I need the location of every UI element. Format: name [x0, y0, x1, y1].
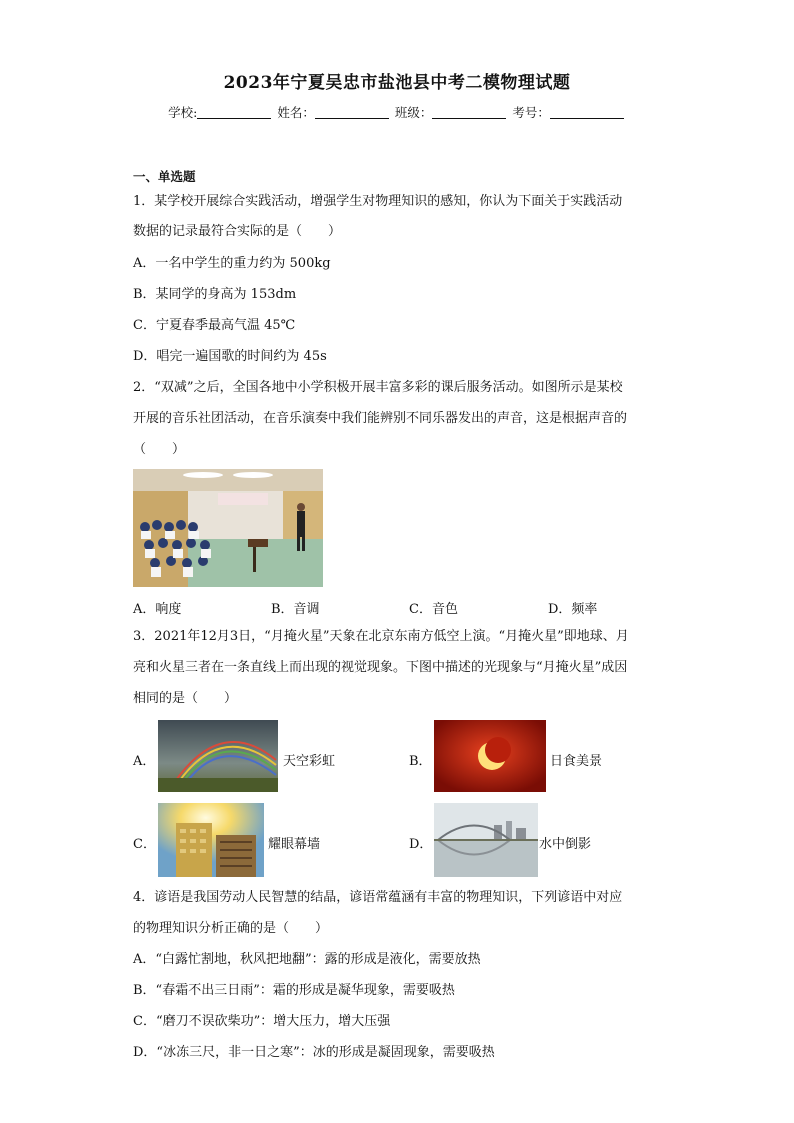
- music-club-photo: [133, 469, 323, 587]
- q4-option-c: C．“磨刀不误砍柴功”：增大压力，增大压强: [133, 1014, 391, 1029]
- q2-option-d: D．频率: [548, 602, 598, 617]
- q2-option-b: B．音调: [271, 602, 320, 617]
- q3-option-c-label: C．: [133, 837, 156, 852]
- q1-stem-line2: 数据的记录最符合实际的是（ ）: [133, 224, 342, 239]
- q2-option-a: A．响度: [133, 602, 182, 617]
- q2-stem-line1: 2．“双减”之后，全国各地中小学积极开展丰富多彩的课后服务活动。如图所示是某校: [133, 380, 623, 395]
- solar-eclipse-photo: [434, 720, 546, 792]
- rainbow-photo: [158, 720, 278, 792]
- q3-option-d-label: D．: [409, 837, 433, 852]
- q4-option-a: A．“白露忙割地，秋风把地翻”：露的形成是液化，需要放热: [133, 952, 481, 967]
- class-label: 班级：: [394, 105, 433, 120]
- q4-option-d: D．“冰冻三尺，非一日之寒”：冰的形成是凝固现象，需要吸热: [133, 1045, 495, 1060]
- q3-stem-line1: 3．2021年12月3日，“月掩火星”天象在北京东南方低空上演。“月掩火星”即地球、月: [133, 629, 629, 644]
- name-label: 姓名：: [277, 105, 315, 120]
- q4-option-b: B．“春霜不出三日雨”：霜的形成是凝华现象，需要吸热: [133, 983, 455, 998]
- school-label: 学校:: [168, 105, 198, 120]
- q2-stem-line2: 开展的音乐社团活动，在音乐演奏中我们能辨别不同乐器发出的声音，这是根据声音的: [133, 411, 628, 426]
- q3-option-b-label: B．: [409, 754, 432, 769]
- glass-curtain-wall-photo: [158, 803, 264, 877]
- section-heading: 一、单选题: [133, 169, 196, 184]
- student-info-row: [0, 103, 794, 121]
- q3-option-b-caption: 日食美景: [550, 754, 603, 769]
- school-blank: [197, 106, 271, 119]
- exam-no-blank: [550, 106, 624, 119]
- q3-option-a-caption: 天空彩虹: [283, 754, 336, 769]
- q2-stem-line3: （ ）: [133, 442, 186, 457]
- q4-stem-line2: 的物理知识分析正确的是（ ）: [133, 921, 329, 936]
- q3-stem-line2: 亮和火星三者在一条直线上而出现的视觉现象。下图中描述的光现象与“月掩火星”成因: [133, 660, 628, 675]
- q3-option-d-caption: 水中倒影: [539, 837, 592, 852]
- q1-option-d: D．唱完一遍国歌的时间约为 45s: [133, 349, 327, 364]
- q2-option-c: C．音色: [409, 602, 458, 617]
- q4-stem-line1: 4．谚语是我国劳动人民智慧的结晶，谚语常蕴涵有丰富的物理知识，下列谚语中对应: [133, 890, 623, 905]
- q3-option-a-label: A．: [133, 754, 156, 769]
- q1-option-c: C．宁夏春季最高气温 45℃: [133, 318, 296, 333]
- q3-option-c-caption: 耀眼幕墙: [268, 837, 321, 852]
- exam-title: 2023年宁夏吴忠市盐池县中考二模物理试题: [223, 73, 571, 93]
- q1-option-b: B．某同学的身高为 153dm: [133, 287, 297, 302]
- class-blank: [432, 106, 506, 119]
- q3-stem-line3: 相同的是（ ）: [133, 691, 238, 706]
- q1-option-a: A．一名中学生的重力约为 500kg: [133, 256, 331, 271]
- exam-no-label: 考号：: [512, 105, 550, 120]
- name-blank: [315, 106, 389, 119]
- water-reflection-photo: [434, 803, 538, 877]
- q1-stem-line1: 1．某学校开展综合实践活动，增强学生对物理知识的感知，你认为下面关于实践活动: [133, 194, 623, 209]
